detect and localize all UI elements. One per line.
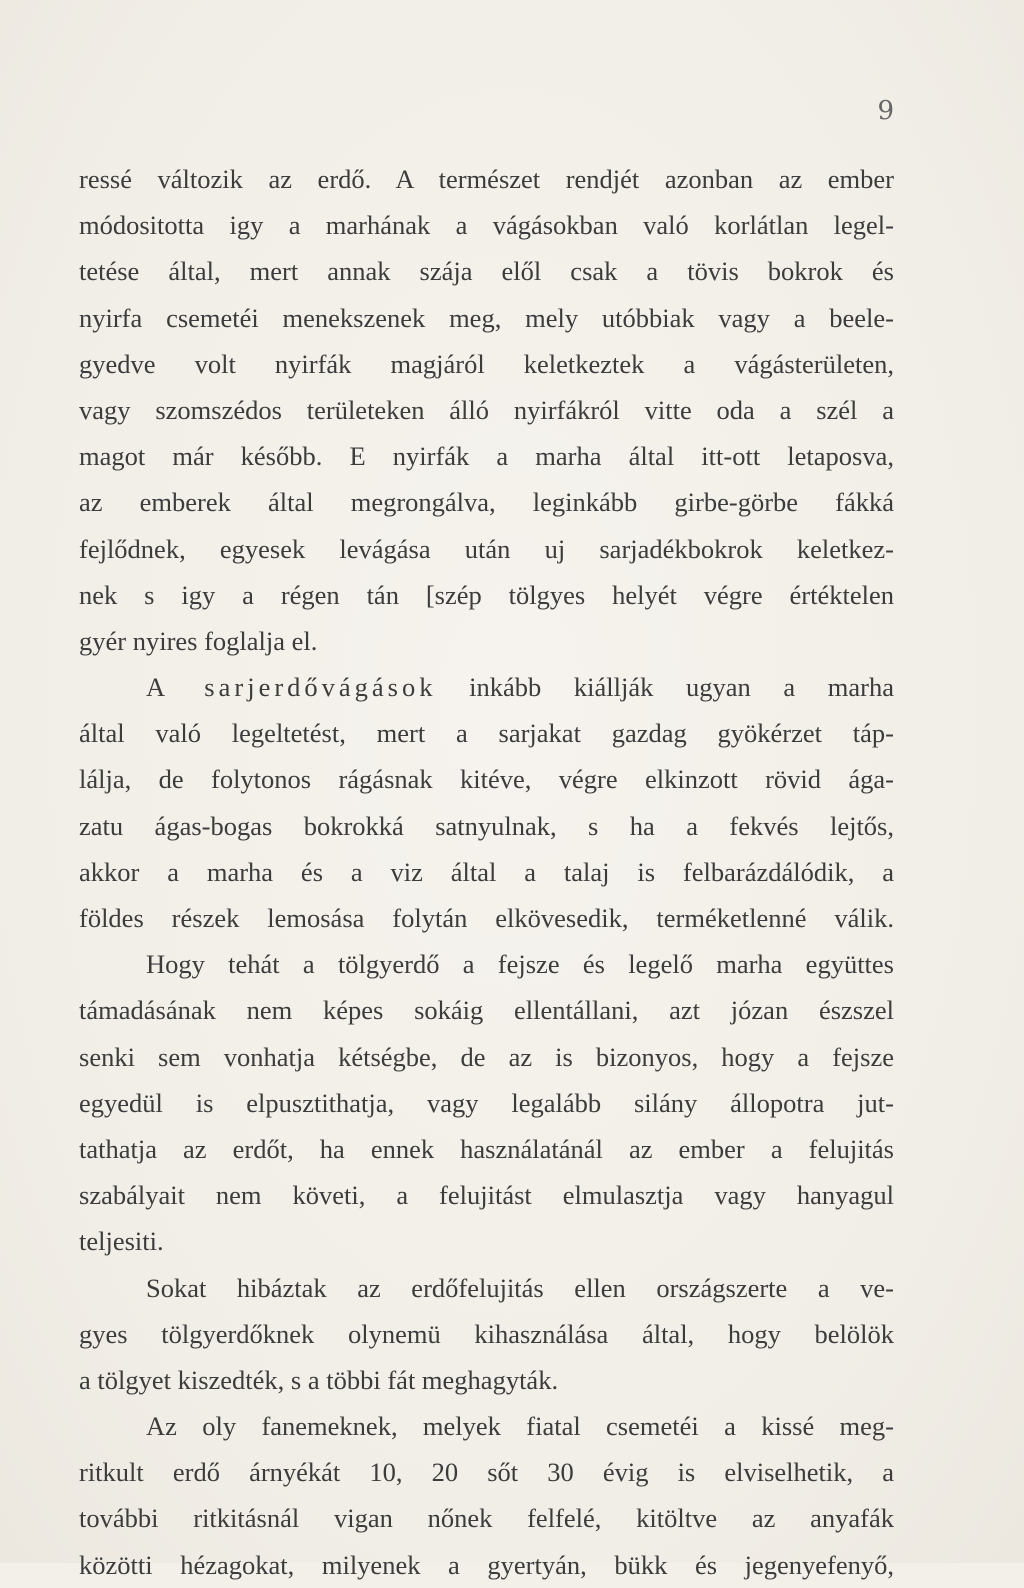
paragraph-5 [79,1403,894,1588]
paragraph-1 [79,156,894,664]
text-line: tetése által, mert annak szája elől csak a tövis bokrok és [79,256,894,287]
text-line: vagy szomszédos területeken álló nyirfákról vitte oda a szél a [79,394,894,425]
text-line: szabályait nem követi, a felujitást elmulasztja vagy hanyagul [79,1180,894,1211]
text-line: fejlődnek, egyesek levágása után uj sarjadékbokrok keletkez- [79,533,894,564]
text-line-rest: inkább kiállják ugyan a marha [469,672,894,703]
text-line: senki sem vonhatja kétségbe, de az is bizonyos, hogy a fejsze [79,1041,894,1072]
text-line: Az oly fanemeknek, melyek fiatal csemetéi a kissé meg- [146,1411,894,1442]
text-line: magot már később. E nyirfák a marha által itt-ott letaposva, [79,441,894,472]
text-line: lálja, de folytonos rágásnak kitéve, végre elkinzott rövid ága- [79,764,894,795]
text-line: közötti hézagokat, milyenek a gyertyán, bükk és jegenyefenyő, [79,1549,894,1580]
text-line: gyedve volt nyirfák magjáról keletkeztek a vágásterületen, [79,348,894,379]
paragraph-3 [79,941,894,1264]
text-line: zatu ágas-bogas bokrokká satnyulnak, s ha a fekvés lejtős, [79,810,894,841]
text-line: ressé változik az erdő. A természet rendjét azonban az ember [79,164,894,194]
text-line: Hogy tehát a tölgyerdő a fejsze és legelő marha együttes [146,949,894,980]
text-line: további ritkitásnál vigan nőnek felfelé, kitöltve az anyafák [79,1503,894,1534]
text-line: által való legeltetést, mert a sarjakat gazdag gyökérzet táp- [79,718,894,749]
text-line: ritkult erdő árnyékát 10, 20 sőt 30 évig is elviselhetik, a [79,1457,894,1488]
text-line: nyirfa csemetéi menekszenek meg, mely utóbbiak vagy a beele- [79,302,894,333]
text-line: nek s igy a régen tán [szép tölgyes helyét végre értéktelen [79,579,894,610]
text-line: az emberek által megrongálva, leginkább girbe-görbe fákká [79,487,894,518]
text-line: gyér nyires foglalja el. [79,625,318,656]
paragraph-2 [79,664,894,941]
body-text [79,156,894,1588]
text-line: Sokat hibáztak az erdőfelujitás ellen országszerte a ve- [146,1272,894,1303]
text-line [79,664,894,710]
text-line: gyes tölgyerdőknek olynemü kihasználása által, hogy belölök [79,1318,894,1349]
text-line: a tölgyet kiszedték, s a többi fát meghagyták. [79,1364,559,1395]
text-line: földes részek lemosása folytán elkövesedik, terméketlenné válik. [79,903,894,933]
text-line: teljesiti. [79,1226,164,1257]
text-line: egyedül is elpusztithatja, vagy legalább silány állopotra jut- [79,1087,894,1118]
page-number: 9 [877,96,894,126]
paragraph-4 [79,1265,894,1404]
text-line: támadásának nem képes sokáig ellentállani, azt józan észszel [79,995,894,1026]
text-line: tathatja az erdőt, ha ennek használatánál az ember a felujitás [79,1133,894,1164]
spaced-lead-term: A sarjerdővágások [146,672,437,703]
text-line: módositotta igy a marhának a vágásokban való korlátlan legel- [79,210,894,241]
text-line: akkor a marha és a viz által a talaj is felbarázdálódik, a [79,856,894,887]
